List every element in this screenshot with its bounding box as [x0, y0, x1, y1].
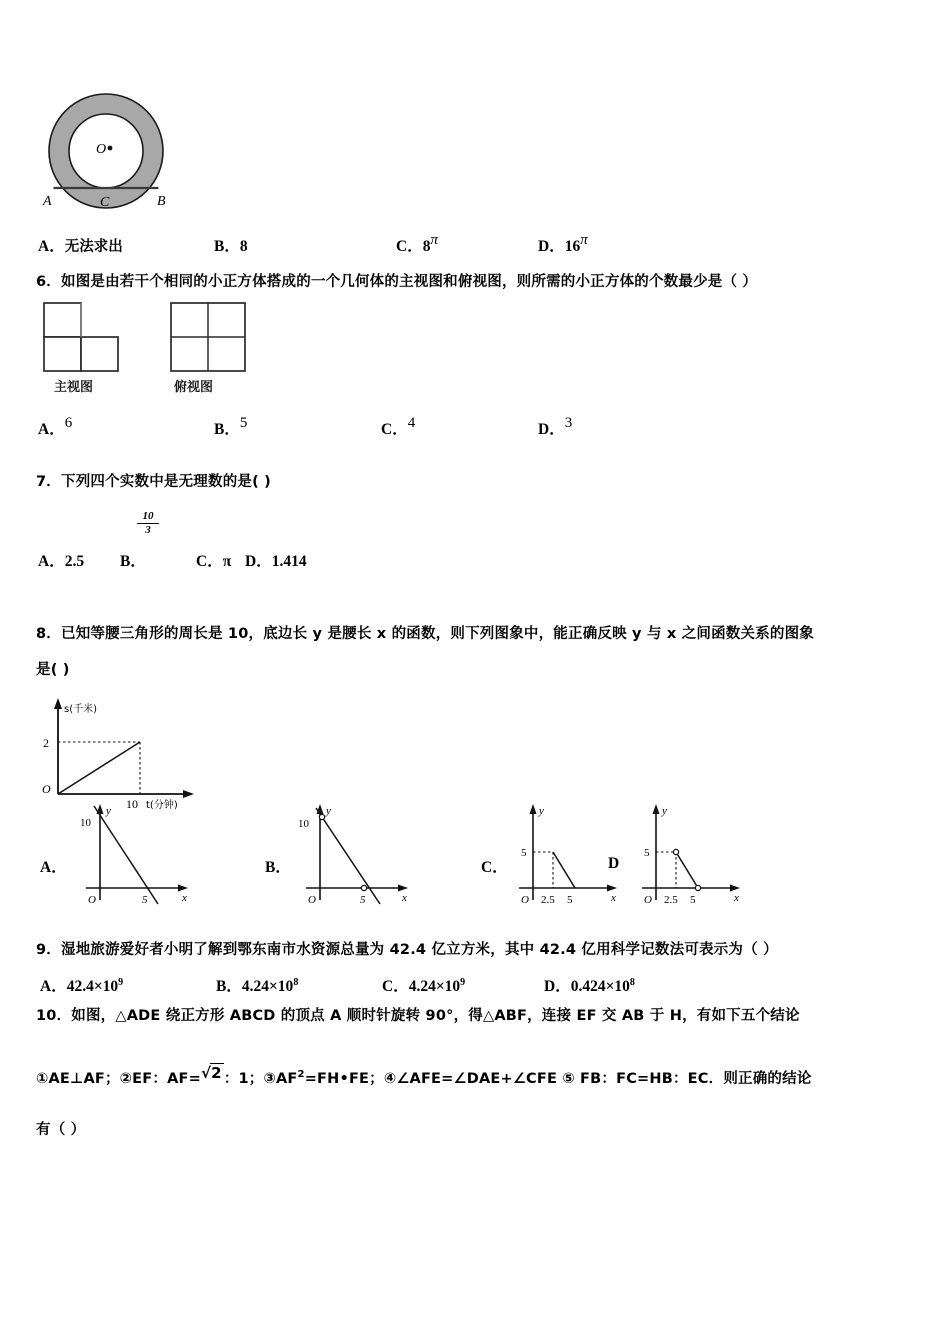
- q7-option-a-label: A．: [38, 553, 65, 570]
- q7-option-c-value: π: [222, 553, 232, 570]
- x-tick-10: 10: [126, 797, 138, 811]
- q10-concl-pre: ①AE⊥AF；②EF：AF=: [36, 1071, 201, 1087]
- q7-option-d-value: 1.414: [271, 553, 307, 570]
- q7-stem: 7．下列四个实数中是无理数的是( ): [36, 474, 271, 490]
- y-tick-5: 5: [521, 847, 527, 859]
- y-tick-5: 5: [644, 847, 650, 859]
- q6-option-a-value: 6: [64, 415, 73, 431]
- q6-option-d-label: D．: [538, 421, 565, 438]
- q8-option-b-svg: [292, 800, 420, 908]
- q6-option-a[interactable]: [38, 417, 72, 439]
- q9-option-c-exponent: 9: [460, 976, 466, 988]
- q6-stem: 6．如图是由若干个相同的小正方体搭成的一个几何体的主视图和俯视图，则所需的小正方体的个数最少是（ ）: [36, 274, 758, 290]
- data-line: [58, 742, 140, 794]
- top-view: [171, 303, 245, 371]
- q8-option-c-svg: [505, 800, 635, 908]
- y-tick-10: 10: [80, 817, 91, 829]
- q10-concl-radicand: 2: [211, 1064, 222, 1082]
- q9-option-d-label: D．: [544, 978, 571, 995]
- q8-stem-line1: 8．已知等腰三角形的周长是 10，底边长 y 是腰长 x 的函数，则下列图象中，能正确反映 y 与 x 之间函数关系的图象: [36, 626, 815, 642]
- x-axis-label: x: [182, 892, 187, 904]
- data-line: [94, 806, 158, 904]
- q9-option-d-exponent: 8: [629, 976, 635, 988]
- x-tick-2p5: 2.5: [541, 894, 555, 906]
- x-axis-arrow: [607, 885, 617, 892]
- q6-option-d[interactable]: [538, 417, 572, 439]
- q7-option-d-label: D．: [245, 553, 272, 570]
- q5-option-b[interactable]: [214, 234, 248, 256]
- q5-option-c-pi: π: [430, 232, 438, 248]
- y-axis-arrow: [530, 804, 537, 814]
- q8-option-c-label: C．: [481, 859, 508, 876]
- q7-option-d[interactable]: [245, 549, 307, 571]
- q9-option-d-mantissa: 0.424×10: [570, 978, 630, 995]
- y-axis-label: y: [662, 805, 667, 817]
- y-axis-label: y: [106, 805, 111, 817]
- data-line: [316, 808, 380, 904]
- q10-concl-post-a: ：1；③AF: [223, 1071, 298, 1087]
- x-tick-5: 5: [690, 894, 696, 906]
- q10-concl-exp: 2: [297, 1069, 305, 1081]
- q8-option-a-label-wrap[interactable]: [40, 855, 67, 877]
- x-axis-label: x: [611, 892, 616, 904]
- x-axis-label: x: [734, 892, 739, 904]
- q8-option-b-graph[interactable]: [292, 800, 420, 908]
- q8-stem-line2: 是( ): [36, 662, 70, 678]
- q8-option-c-graph[interactable]: [505, 800, 635, 908]
- q8-option-d-label-wrap[interactable]: [608, 855, 619, 873]
- q9-option-d[interactable]: [544, 974, 635, 996]
- q9-option-c-mantissa: 4.24×10: [408, 978, 461, 995]
- q8-option-d-svg: [628, 800, 758, 908]
- y-axis-label: y: [539, 805, 544, 817]
- label-o: O: [96, 142, 107, 157]
- q5-option-b-label: B．: [214, 238, 240, 255]
- q5-option-a-value: 无法求出: [64, 239, 123, 255]
- y-axis-arrow: [653, 804, 660, 814]
- q5-option-a-label: A．: [38, 238, 65, 255]
- x-tick-5: 5: [567, 894, 573, 906]
- label-c: C: [100, 195, 110, 210]
- x-axis-arrow: [398, 885, 408, 892]
- q5-option-a[interactable]: [38, 234, 123, 256]
- q7-fraction-denominator: 3: [145, 523, 151, 536]
- q8-option-a-graph[interactable]: [72, 800, 200, 908]
- q5-option-d-pi: π: [580, 232, 588, 248]
- q6-option-b[interactable]: [214, 417, 247, 439]
- front-view-caption: 主视图: [54, 380, 94, 395]
- open-endpoint-bottom: [695, 885, 700, 890]
- top-view-caption: 俯视图: [174, 380, 214, 395]
- q5-option-b-value: 8: [239, 238, 248, 255]
- q8-context-graph-svg: [34, 692, 224, 811]
- q9-stem: 9．湿地旅游爱好者小明了解到鄂东南市水资源总量为 42.4 亿立方米，其中 42.4 亿用科学记数法可表示为（ ）: [36, 942, 778, 958]
- q7-option-a-value: 2.5: [64, 553, 85, 570]
- q9-option-c[interactable]: [382, 974, 465, 996]
- q7-option-c-label: C．: [196, 553, 223, 570]
- q9-option-a-exponent: 9: [118, 976, 124, 988]
- x-axis-label: x: [402, 892, 407, 904]
- label-a: A: [43, 194, 52, 209]
- x-axis-arrow: [730, 885, 740, 892]
- q6-option-a-label: A．: [38, 421, 65, 438]
- q6-views-figure: [38, 298, 298, 393]
- q5-option-c-label: C．: [396, 238, 423, 255]
- front-cell-bottom-left: [44, 337, 81, 371]
- q8-option-b-label-wrap[interactable]: [265, 855, 291, 877]
- open-endpoint-top: [319, 814, 324, 819]
- open-endpoint-top: [673, 849, 678, 854]
- q5-option-c-value: 8: [422, 238, 431, 255]
- q10-conclusions: [36, 1064, 812, 1089]
- q6-option-c-label: C．: [381, 421, 408, 438]
- origin-label: O: [42, 782, 51, 796]
- center-dot: [108, 146, 113, 151]
- origin-label: O: [521, 894, 529, 906]
- q6-option-c[interactable]: [381, 417, 415, 439]
- y-tick-10: 10: [298, 818, 309, 830]
- x-axis-arrow: [178, 885, 188, 892]
- y-tick-2: 2: [43, 736, 49, 750]
- x-tick-5: 5: [360, 894, 366, 906]
- q6-option-b-value: 5: [239, 415, 248, 431]
- x-axis-label: t(分钟): [146, 800, 178, 811]
- q9-option-a-mantissa: 42.4×10: [66, 978, 119, 995]
- q8-option-d-graph[interactable]: [628, 800, 758, 908]
- q5-option-d-value: 16: [564, 238, 581, 255]
- q6-option-c-value: 4: [407, 415, 416, 431]
- origin-label: O: [644, 894, 652, 906]
- front-view: [44, 303, 118, 371]
- q7-option-b-label: B．: [120, 553, 146, 570]
- y-axis-arrow: [54, 698, 62, 709]
- q5-option-d[interactable]: [538, 234, 588, 256]
- q7-fraction: [137, 511, 159, 536]
- origin-label: O: [308, 894, 316, 906]
- q7-fraction-numerator: 10: [142, 510, 154, 522]
- q9-option-b-label: B．: [216, 978, 242, 995]
- annulus-figure: [38, 88, 188, 218]
- y-axis-label: s(千米): [64, 704, 98, 715]
- front-cell-top-left: [44, 303, 81, 337]
- q8-option-b-label: B．: [265, 859, 291, 876]
- x-axis-arrow: [183, 790, 194, 798]
- label-b: B: [157, 194, 166, 209]
- front-cell-bottom-right: [81, 337, 118, 371]
- q9-option-a-label: A．: [40, 978, 67, 995]
- q9-option-b[interactable]: [216, 974, 298, 996]
- q10-tail: 有（ ）: [36, 1122, 86, 1138]
- data-segment: [676, 852, 698, 888]
- q10-stem: 10．如图，△ADE 绕正方形 ABCD 的顶点 A 顺时针旋转 90°，得△ABF，连接 EF 交 AB 于 H，有如下五个结论: [36, 1008, 800, 1024]
- q9-option-a[interactable]: [40, 974, 123, 996]
- y-axis-label: y: [326, 805, 331, 817]
- open-endpoint-bottom: [361, 885, 366, 890]
- q5-option-d-label: D．: [538, 238, 565, 255]
- sqrt-icon: √2: [200, 1064, 222, 1082]
- x-tick-5: 5: [142, 894, 148, 906]
- annulus-svg: [38, 88, 188, 218]
- q9-option-b-exponent: 8: [293, 976, 299, 988]
- q9-option-c-label: C．: [382, 978, 409, 995]
- q7-option-a[interactable]: [38, 549, 84, 571]
- q8-option-a-label: A．: [40, 859, 67, 876]
- q7-option-b[interactable]: [120, 549, 146, 571]
- origin-label: O: [88, 894, 96, 906]
- q8-option-c-label-wrap[interactable]: [481, 855, 508, 877]
- q6-option-d-value: 3: [564, 415, 573, 431]
- q6-option-b-label: B．: [214, 421, 240, 438]
- data-segment: [553, 852, 575, 888]
- x-tick-2p5: 2.5: [664, 894, 678, 906]
- q8-option-d-label: D: [608, 855, 620, 872]
- q10-concl-post-b: =FH•FE；④∠AFE=∠DAE+∠CFE ⑤ FB：FC=HB：EC．则正确的结论: [304, 1071, 812, 1087]
- q8-context-graph: [34, 692, 224, 811]
- q5-option-c[interactable]: [396, 234, 438, 256]
- q7-option-c[interactable]: [196, 549, 231, 571]
- q9-option-b-mantissa: 4.24×10: [241, 978, 294, 995]
- q8-option-a-svg: [72, 800, 200, 908]
